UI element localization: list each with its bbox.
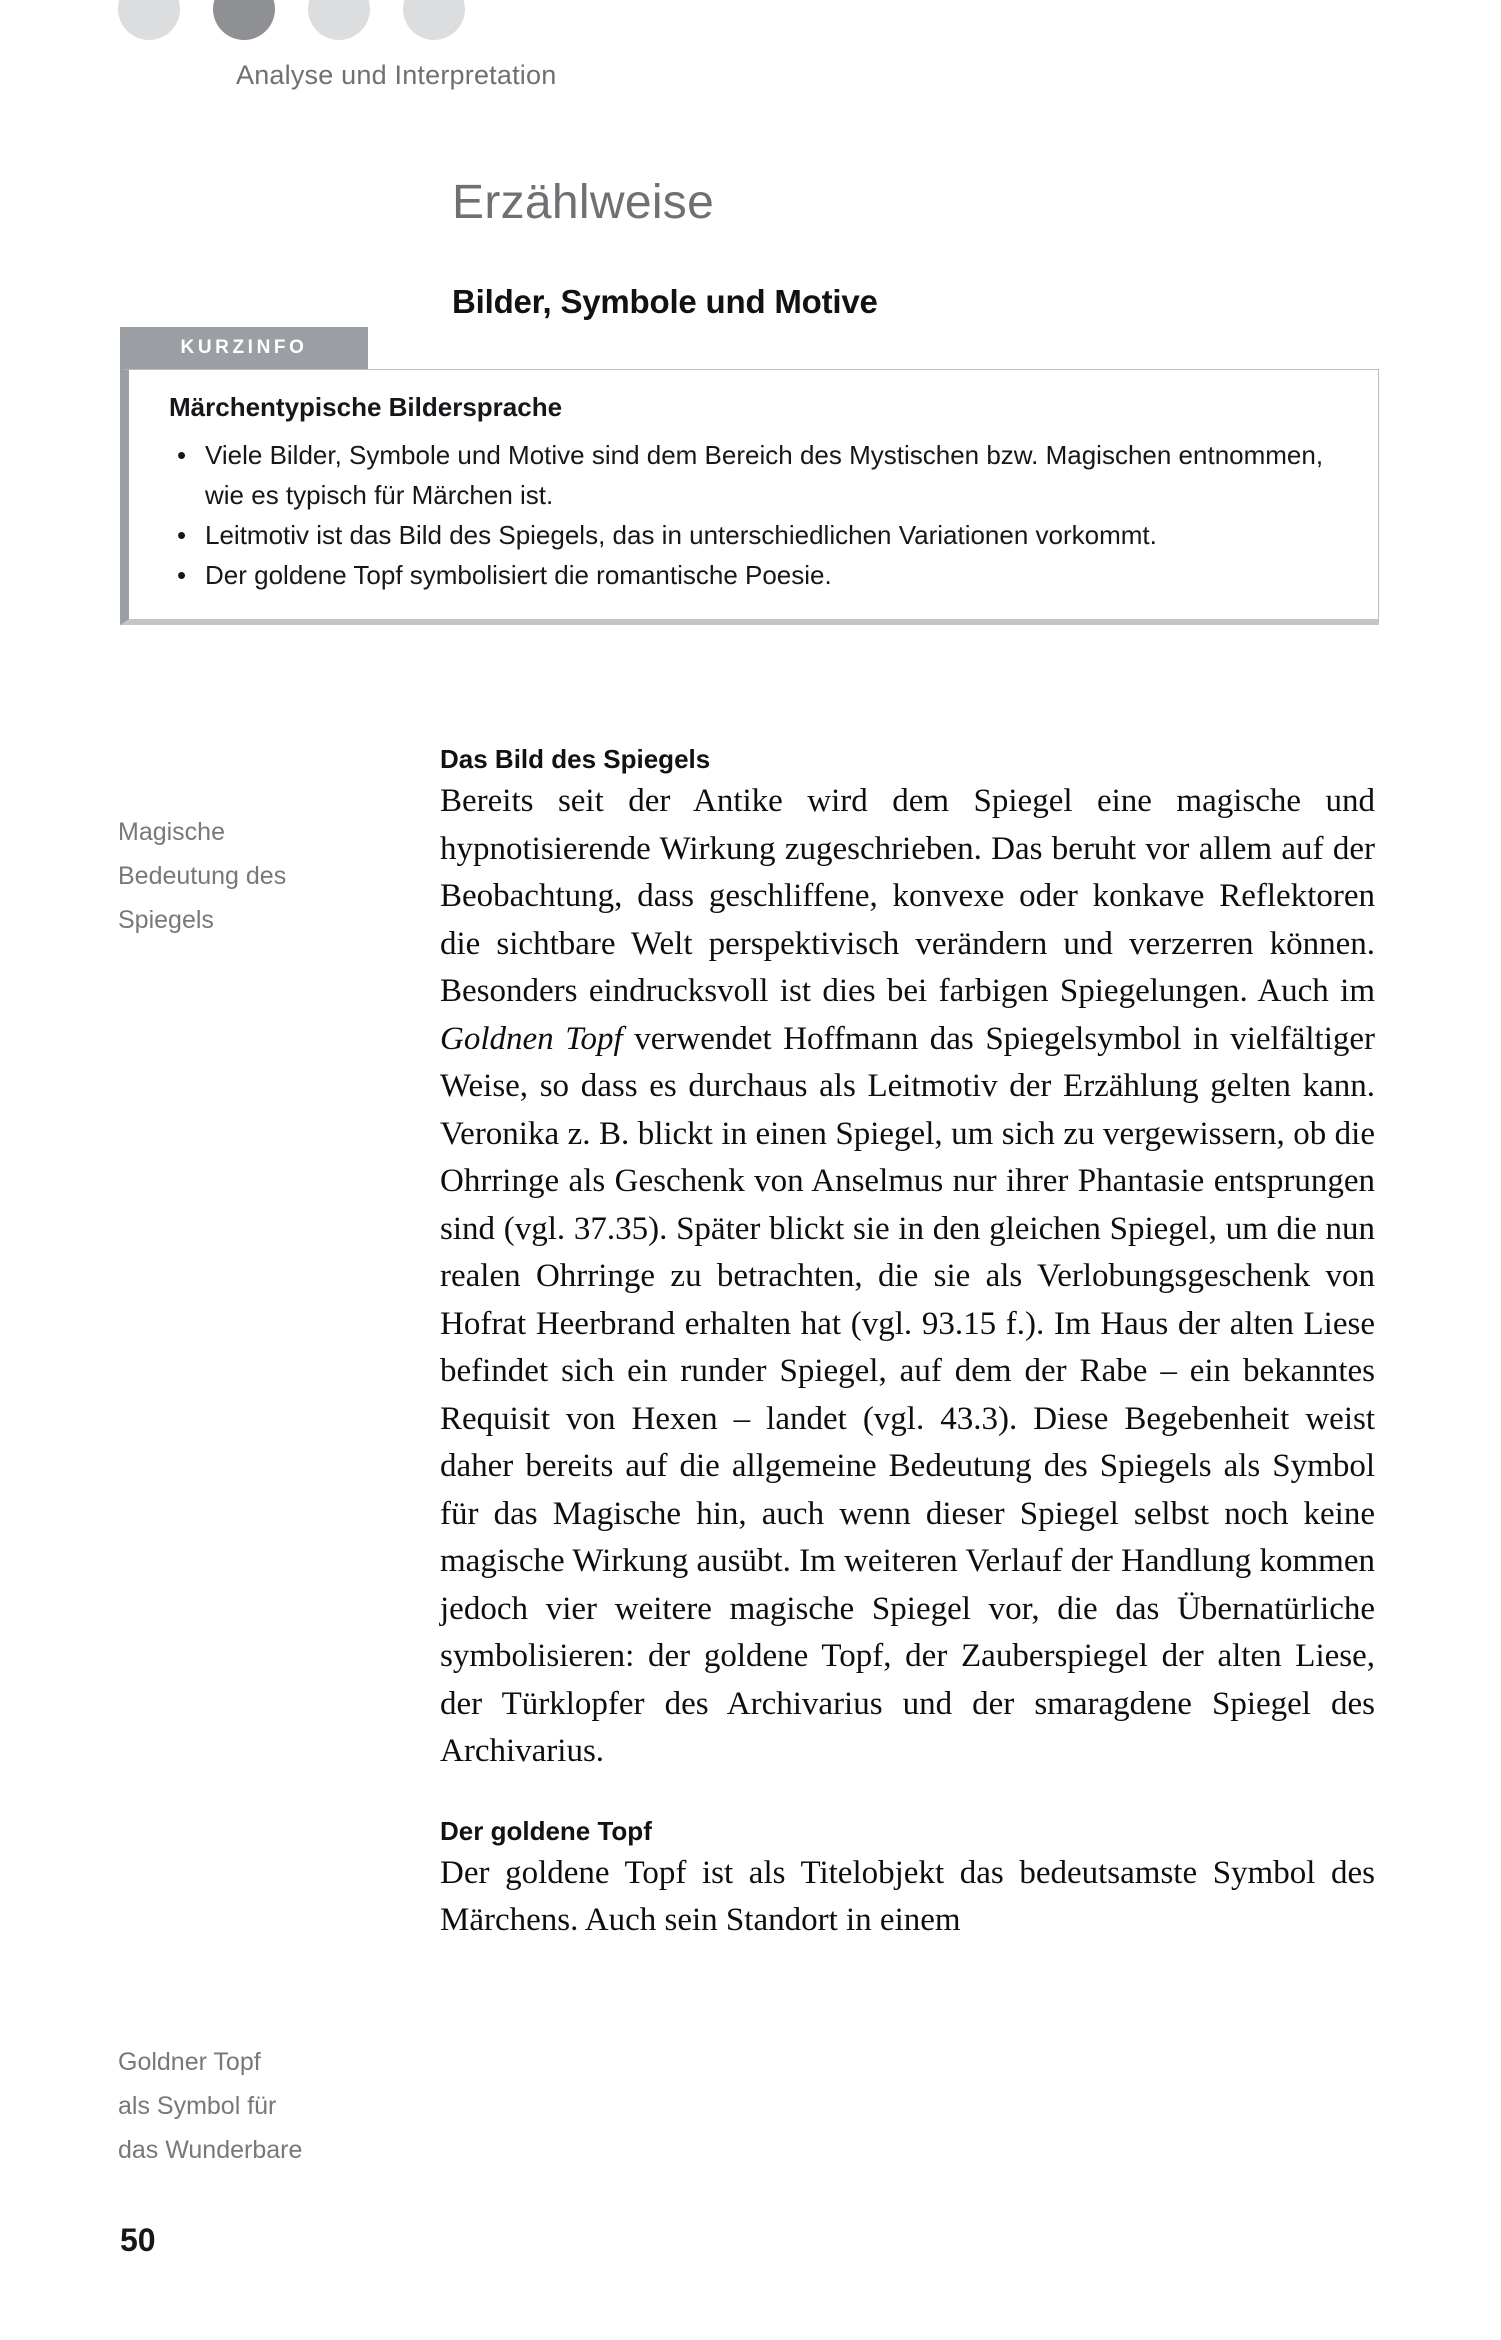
page-number: 50 [120,2222,156,2258]
progress-dot-2-active [213,0,275,40]
body-column [440,740,1375,1945]
list-item-text: Viele Bilder, Symbole und Motive sind dem Bereich des Mystischen bzw. Magischen entnommen, wie es typisch für Märchen ist. [205,440,1324,510]
kurzinfo-heading: Märchentypische Bildersprache [169,392,563,422]
margin-note-line: Spiegels [118,906,214,934]
bullet-icon: • [177,520,187,550]
margin-note-line: das Wunderbare [118,2136,303,2164]
paragraph-spacer [440,1776,1375,1812]
list-item [169,555,1348,595]
kurzinfo-box [120,369,1379,625]
section-body-spiegel [440,778,1375,1776]
body-text-italic-title: Goldnen Topf [440,1020,623,1057]
section-label: Analyse und Interpretation [236,60,557,90]
progress-dot-4 [403,0,465,40]
margin-note-line: als Symbol für [118,2092,277,2120]
kurzinfo-bullet-list [169,435,1348,595]
margin-note-line: Magische [118,818,225,846]
body-text-part-1: Bereits seit der Antike wird dem Spiegel eine magische und hypnotisierende Wirkung zugeschrieben. Das beruht vor allem auf der Beobachtung, dass geschliffene, konvexe oder konkave Reflektoren die sichtbare Welt perspektivisch verändern und verzerren können. Besonders eindrucksvoll ist dies bei farbigen Spiegelungen. Auch im [440,783,1375,1009]
progress-dot-1 [118,0,180,40]
page-subtitle: Bilder, Symbole und Motive [452,283,878,320]
section-heading-goldener-topf: Der goldene Topf [440,1815,652,1846]
list-item [169,435,1348,515]
body-text-part-2: verwendet Hoffmann das Spiegelsymbol in vielfältiger Weise, so dass es durchaus als Leitmotiv der Erzählung gelten kann. Veronika z. B. blickt in einen Spiegel, um sich zu vergewissern, ob die Ohrringe als Geschenk von Anselmus nur ihrer Phantasie entsprungen sind (vgl. 37.35). Später blickt sie in den gleichen Spiegel, um die nun realen Ohrringe zu betrachten, die sie als Verlobungsgeschenk von Hofrat Heerbrand erhalten hat (vgl. 93.15 f.). Im Haus der alten Liese befindet sich ein runder Spiegel, auf dem der Rabe – ein bekanntes Requisit von Hexen – landet (vgl. 43.3). Diese Begebenheit weist daher bereits auf die allgemeine Bedeutung des Spiegels als Symbol für das Magische hin, auch wenn dieser Spiegel selbst noch keine magische Wirkung ausübt. Im weiteren Verlauf der Handlung kommen jedoch vier weitere magische Spiegel vor, die das Übernatürliche symbolisieren: der goldene Topf, der Zauberspiegel der alten Liese, der Türklopfer des Archivarius und der smaragdene Spiegel des Archivarius. [440,1020,1375,1769]
chapter-progress-dots [118,0,465,40]
bullet-icon: • [177,560,187,590]
bullet-icon: • [177,440,187,470]
list-item-text: Der goldene Topf symbolisiert die romantische Poesie. [205,560,832,590]
section-body-goldener-topf: Der goldene Topf ist als Titelobjekt das bedeutsamste Symbol des Märchens. Auch sein Standort in einem [440,1854,1375,1938]
margin-note-line: Bedeutung des [118,862,287,890]
margin-note-goldner-topf [118,2040,378,2172]
section-heading-spiegel: Das Bild des Spiegels [440,744,711,774]
kurzinfo-tab-label: KURZINFO [120,327,368,369]
margin-note-line: Goldner Topf [118,2048,261,2076]
list-item-text: Leitmotiv ist das Bild des Spiegels, das in unterschiedlichen Variationen vorkommt. [205,520,1157,550]
list-item [169,515,1348,555]
progress-dot-3 [308,0,370,40]
page-title: Erzählweise [452,176,715,229]
margin-note-magische-bedeutung [118,810,378,942]
